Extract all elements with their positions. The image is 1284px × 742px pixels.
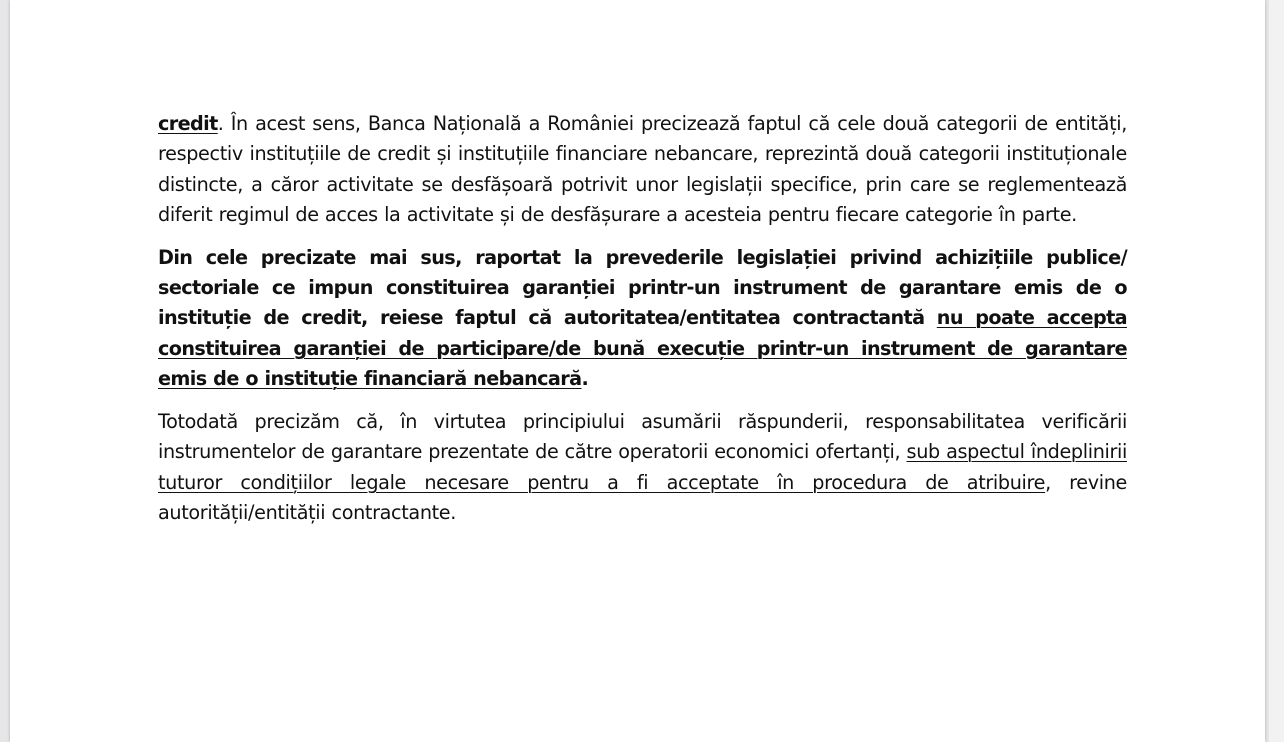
viewer-scroll-gutter[interactable] (1269, 0, 1284, 742)
page-content (158, 109, 1127, 541)
paragraph-1-lead-word: credit (158, 112, 218, 135)
paragraph-3 (158, 407, 1127, 528)
paragraph-1-text: . În acest sens, Banca Națională a României precizează faptul că cele două categorii de entități, respectiv instituțiile de credit și instituțiile financiare nebancare, reprezintă două categorii instituționale distincte, a căror activitate se desfășoară potrivit unor legislații specifice, prin care se reglementează diferit regimul de acces la activitate și de desfășurare a acesteia pentru fiecare categorie în parte. (158, 112, 1127, 226)
document-page (10, 0, 1265, 742)
paragraph-3-underlined: sub aspectul îndeplinirii tuturor condițiilor legale necesare pentru a fi acceptate în procedura de atribuire (158, 440, 1127, 494)
paragraph-1 (158, 109, 1127, 230)
paragraph-2-text: Din cele precizate mai sus, raportat la prevederile legislației privind achizițiile publice/ sectoriale ce impun constituirea garanției printr-un instrument de garantare emis de o instituție de credit, reiese faptul că autoritatea/entitatea contractantă (158, 245, 1127, 330)
paragraph-3-text: Totodată precizăm că, în virtutea principiului asumării răspunderii, responsabilitatea verificării instrumentelor de garantare prezentate de către operatorii economici ofertanți, (158, 410, 1127, 464)
paragraph-2 (158, 243, 1127, 394)
paragraph-2-underlined: nu poate accepta constituirea garanției de participare/de bună execuție printr-un instrument de garantare emis de o instituție financiară nebancară (158, 306, 1127, 391)
paragraph-2-end: . (581, 367, 589, 391)
paragraph-3-end: , revine autorității/entității contractante. (158, 470, 1128, 524)
